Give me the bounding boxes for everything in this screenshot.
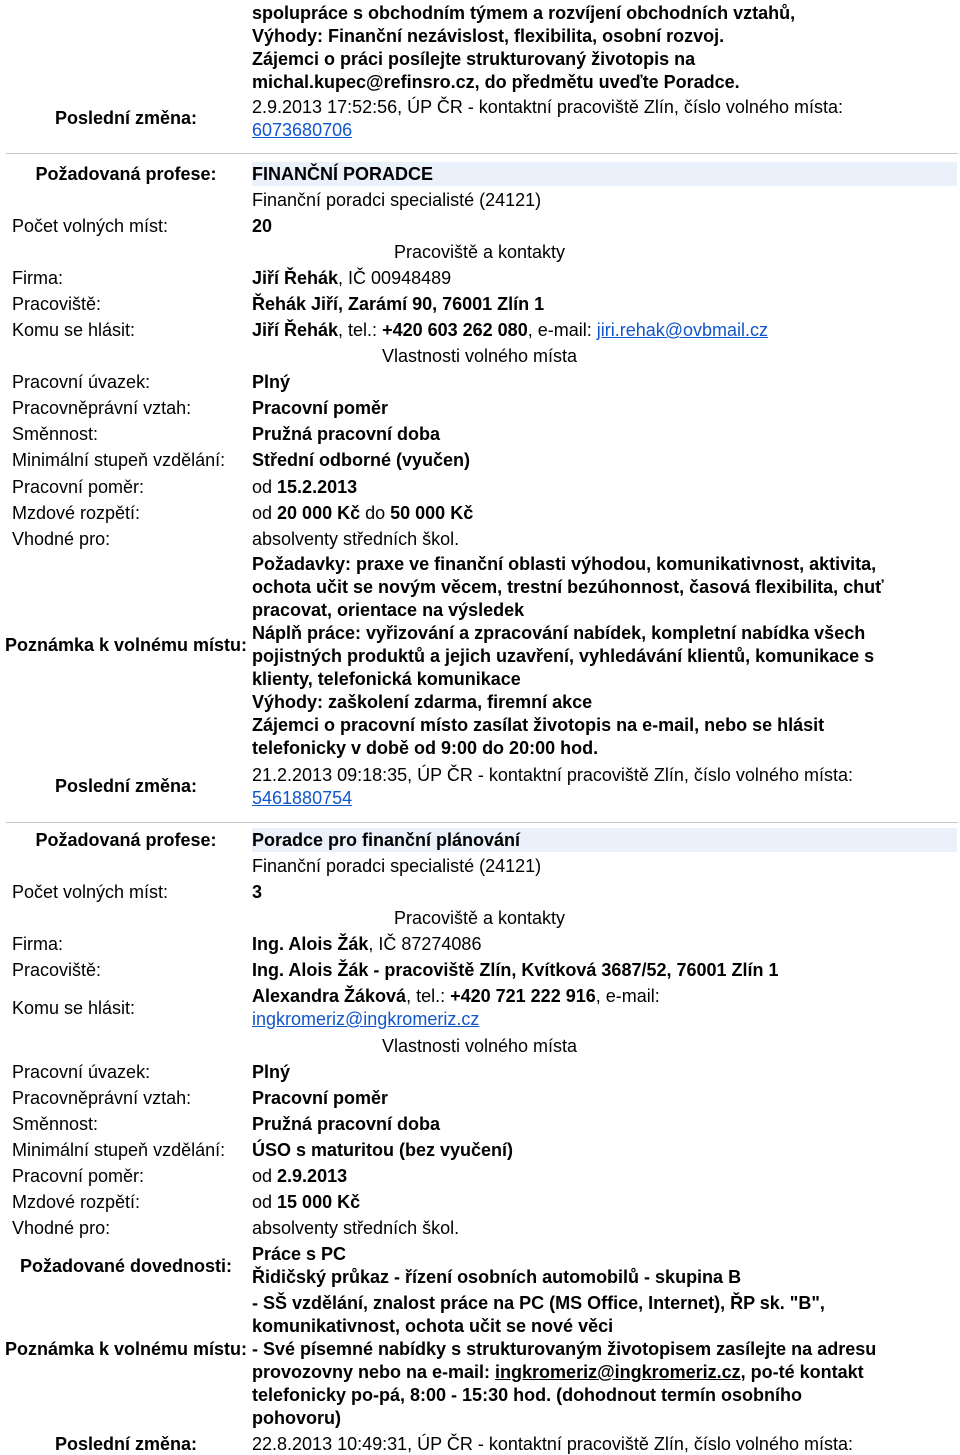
firm-name: Jiří Řehák [252, 268, 339, 288]
firm-label: Firma: [12, 268, 63, 288]
shifts-label: Směnnost: [12, 424, 99, 444]
note-text: , po-té kontakt [740, 1362, 864, 1382]
profession-code: Finanční poradci specialisté (24121) [252, 190, 542, 210]
contacts-section-header: Pracoviště a kontakty [393, 908, 566, 928]
note-line: pohovoru) [252, 1408, 341, 1428]
last-change-value: 22.8.2013 10:49:31, ÚP ČR - kontaktní pracoviště Zlín, číslo volného místa: [252, 1434, 853, 1454]
contact-label: Komu se hlásit: [12, 998, 136, 1018]
note-line: Zájemci o práci posílejte strukturovaný životopis na [252, 49, 696, 69]
suitable-value: absolventy středních škol. [252, 529, 460, 549]
education-label: Minimální stupeň vzdělání: [12, 450, 226, 470]
last-change-text: 2.9.2013 17:52:56, ÚP ČR - kontaktní pracoviště Zlín, číslo volného místa: [252, 97, 843, 117]
suitable-label: Vhodné pro: [12, 1218, 111, 1238]
vacancy-count-label: Počet volných míst: [12, 216, 169, 236]
shifts-value: Pružná pracovní doba [252, 1114, 441, 1134]
profession-label: Požadovaná profese: [35, 830, 217, 850]
note-line: Výhody: Finanční nezávislost, flexibilita, osobní rozvoj. [252, 26, 725, 46]
employment-label: Pracovní poměr: [12, 477, 145, 497]
vacancy-id-link[interactable]: 5461880754 [252, 788, 353, 808]
workplace-value: Řehák Jiří, Zarámí 90, 76001 Zlín 1 [252, 294, 545, 314]
contact-phone: +420 603 262 080 [382, 320, 528, 340]
note-label: Poznámka k volnému místu: [4, 635, 248, 655]
previous-note-text [252, 2, 957, 94]
firm-ico: , IČ 87274086 [368, 934, 482, 954]
relation-value: Pracovní poměr [252, 398, 389, 418]
education-value: ÚSO s maturitou (bez vyučení) [252, 1140, 514, 1160]
firm-value [252, 934, 957, 955]
email-label: , e-mail: [527, 320, 597, 340]
education-label: Minimální stupeň vzdělání: [12, 1140, 226, 1160]
note-line: Zájemci o pracovní místo zasílat životopis na e-mail, nebo se hlásit [252, 715, 825, 735]
last-change-label: Poslední změna: [54, 108, 198, 128]
note-line: - Své písemné nabídky s strukturovaným životopisem zasílejte na adresu [252, 1339, 877, 1359]
salary-label: Mzdové rozpětí: [12, 503, 141, 523]
note-value [252, 553, 957, 760]
contact-label: Komu se hlásit: [12, 320, 136, 340]
note-line: pojistných produktů a jejich uzavření, vyhledávání klientů, komunikace s [252, 646, 875, 666]
workplace-label: Pracoviště: [12, 960, 102, 980]
salary-from: 20 000 Kč [277, 503, 361, 523]
salary-value [252, 1192, 957, 1213]
workload-label: Pracovní úvazek: [12, 1062, 151, 1082]
note-email-link[interactable]: ingkromeriz@ingkromeriz.cz [495, 1362, 741, 1382]
last-change-value [252, 765, 957, 809]
vacancy-count-value: 3 [252, 882, 263, 902]
note-value [252, 1292, 957, 1430]
skills-label: Požadované dovednosti: [19, 1256, 233, 1276]
salary-value [252, 503, 957, 524]
profession-value: FINANČNÍ PORADCE [252, 162, 957, 186]
relation-value: Pracovní poměr [252, 1088, 389, 1108]
employment-from: od [252, 1166, 278, 1186]
last-change-label: Poslední změna: [54, 776, 198, 796]
profession-code: Finanční poradci specialisté (24121) [252, 856, 542, 876]
workplace-value: Ing. Alois Žák - pracoviště Zlín, Kvítková 3687/52, 76001 Zlín 1 [252, 960, 779, 980]
last-change-value [252, 97, 957, 141]
skills-value [252, 1243, 957, 1289]
email-label: , e-mail: [595, 986, 660, 1006]
shifts-label: Směnnost: [12, 1114, 99, 1134]
salary-to-label: do [360, 503, 391, 523]
contacts-section-header: Pracoviště a kontakty [393, 242, 566, 262]
shifts-value: Pružná pracovní doba [252, 424, 441, 444]
profession-value: Poradce pro finanční plánování [252, 828, 957, 852]
salary-from-label: od [252, 1192, 278, 1212]
contact-phone: +420 721 222 916 [450, 986, 596, 1006]
employment-from: od [252, 477, 278, 497]
tel-label: , tel.: [406, 986, 451, 1006]
salary-label: Mzdové rozpětí: [12, 1192, 141, 1212]
note-line: pracovat, orientace na výsledek [252, 600, 525, 620]
contact-email-link[interactable]: ingkromeriz@ingkromeriz.cz [252, 1009, 480, 1029]
properties-section-header: Vlastnosti volného místa [381, 1036, 578, 1056]
note-line: telefonicky po-pá, 8:00 - 15:30 hod. (dohodnout termín osobního [252, 1385, 803, 1405]
last-change-text: 21.2.2013 09:18:35, ÚP ČR - kontaktní pracoviště Zlín, číslo volného místa: [252, 765, 853, 785]
vacancy-count-value: 20 [252, 216, 273, 236]
contact-email-link[interactable]: jiri.rehak@ovbmail.cz [596, 320, 769, 340]
salary-from: 15 000 Kč [277, 1192, 361, 1212]
note-line: klienty, telefonická komunikace [252, 669, 521, 689]
workplace-label: Pracoviště: [12, 294, 102, 314]
note-text: provozovny nebo na e-mail: [252, 1362, 496, 1382]
note-line: - SŠ vzdělání, znalost práce na PC (MS Office, Internet), ŘP sk. "B", [252, 1293, 825, 1313]
relation-label: Pracovněprávní vztah: [12, 1088, 192, 1108]
separator [6, 822, 958, 823]
employment-label: Pracovní poměr: [12, 1166, 145, 1186]
salary-to: 50 000 Kč [390, 503, 474, 523]
note-line: ochota učit se novým věcem, trestní bezúhonnost, časová flexibilita, chuť [252, 577, 884, 597]
vacancy-count-label: Počet volných míst: [12, 882, 169, 902]
suitable-value: absolventy středních škol. [252, 1218, 460, 1238]
workload-value: Plný [252, 372, 291, 392]
separator [6, 153, 958, 154]
contact-value [252, 986, 957, 1030]
firm-label: Firma: [12, 934, 63, 954]
relation-label: Pracovněprávní vztah: [12, 398, 192, 418]
firm-value [252, 268, 957, 289]
skill-item: Práce s PC [252, 1244, 347, 1264]
note-line: telefonicky v době od 9:00 do 20:00 hod. [252, 738, 599, 758]
note-line: Požadavky: praxe ve finanční oblasti výhodou, komunikativnost, aktivita, [252, 554, 877, 574]
skill-item: Řidičský průkaz - řízení osobních automobilů - skupina B [252, 1267, 742, 1287]
employment-date: 2.9.2013 [277, 1166, 348, 1186]
tel-label: , tel.: [338, 320, 383, 340]
contact-name: Alexandra Žáková [252, 986, 407, 1006]
note-label: Poznámka k volnému místu: [4, 1339, 248, 1359]
education-value: Střední odborné (vyučen) [252, 450, 471, 470]
note-line: michal.kupec@refinsro.cz, do předmětu uveďte Poradce. [252, 72, 740, 92]
salary-from-label: od [252, 503, 278, 523]
properties-section-header: Vlastnosti volného místa [381, 346, 578, 366]
firm-ico: , IČ 00948489 [338, 268, 452, 288]
firm-name: Ing. Alois Žák [252, 934, 369, 954]
last-change-label: Poslední změna: [54, 1434, 198, 1454]
profession-label: Požadovaná profese: [35, 164, 217, 184]
employment-date: 15.2.2013 [277, 477, 358, 497]
note-line [252, 1361, 957, 1384]
contact-name: Jiří Řehák [252, 320, 339, 340]
suitable-label: Vhodné pro: [12, 529, 111, 549]
employment-value [252, 477, 957, 498]
workload-label: Pracovní úvazek: [12, 372, 151, 392]
note-line: spolupráce s obchodním týmem a rozvíjení obchodních vztahů, [252, 3, 796, 23]
note-line: Výhody: zaškolení zdarma, firemní akce [252, 692, 593, 712]
note-line: Náplň práce: vyřizování a zpracování nabídek, kompletní nabídka všech [252, 623, 866, 643]
vacancy-id-link[interactable]: 6073680706 [252, 120, 353, 140]
workload-value: Plný [252, 1062, 291, 1082]
contact-value [252, 320, 957, 341]
employment-value [252, 1166, 957, 1187]
note-line: komunikativnost, ochota učit se nové věci [252, 1316, 614, 1336]
